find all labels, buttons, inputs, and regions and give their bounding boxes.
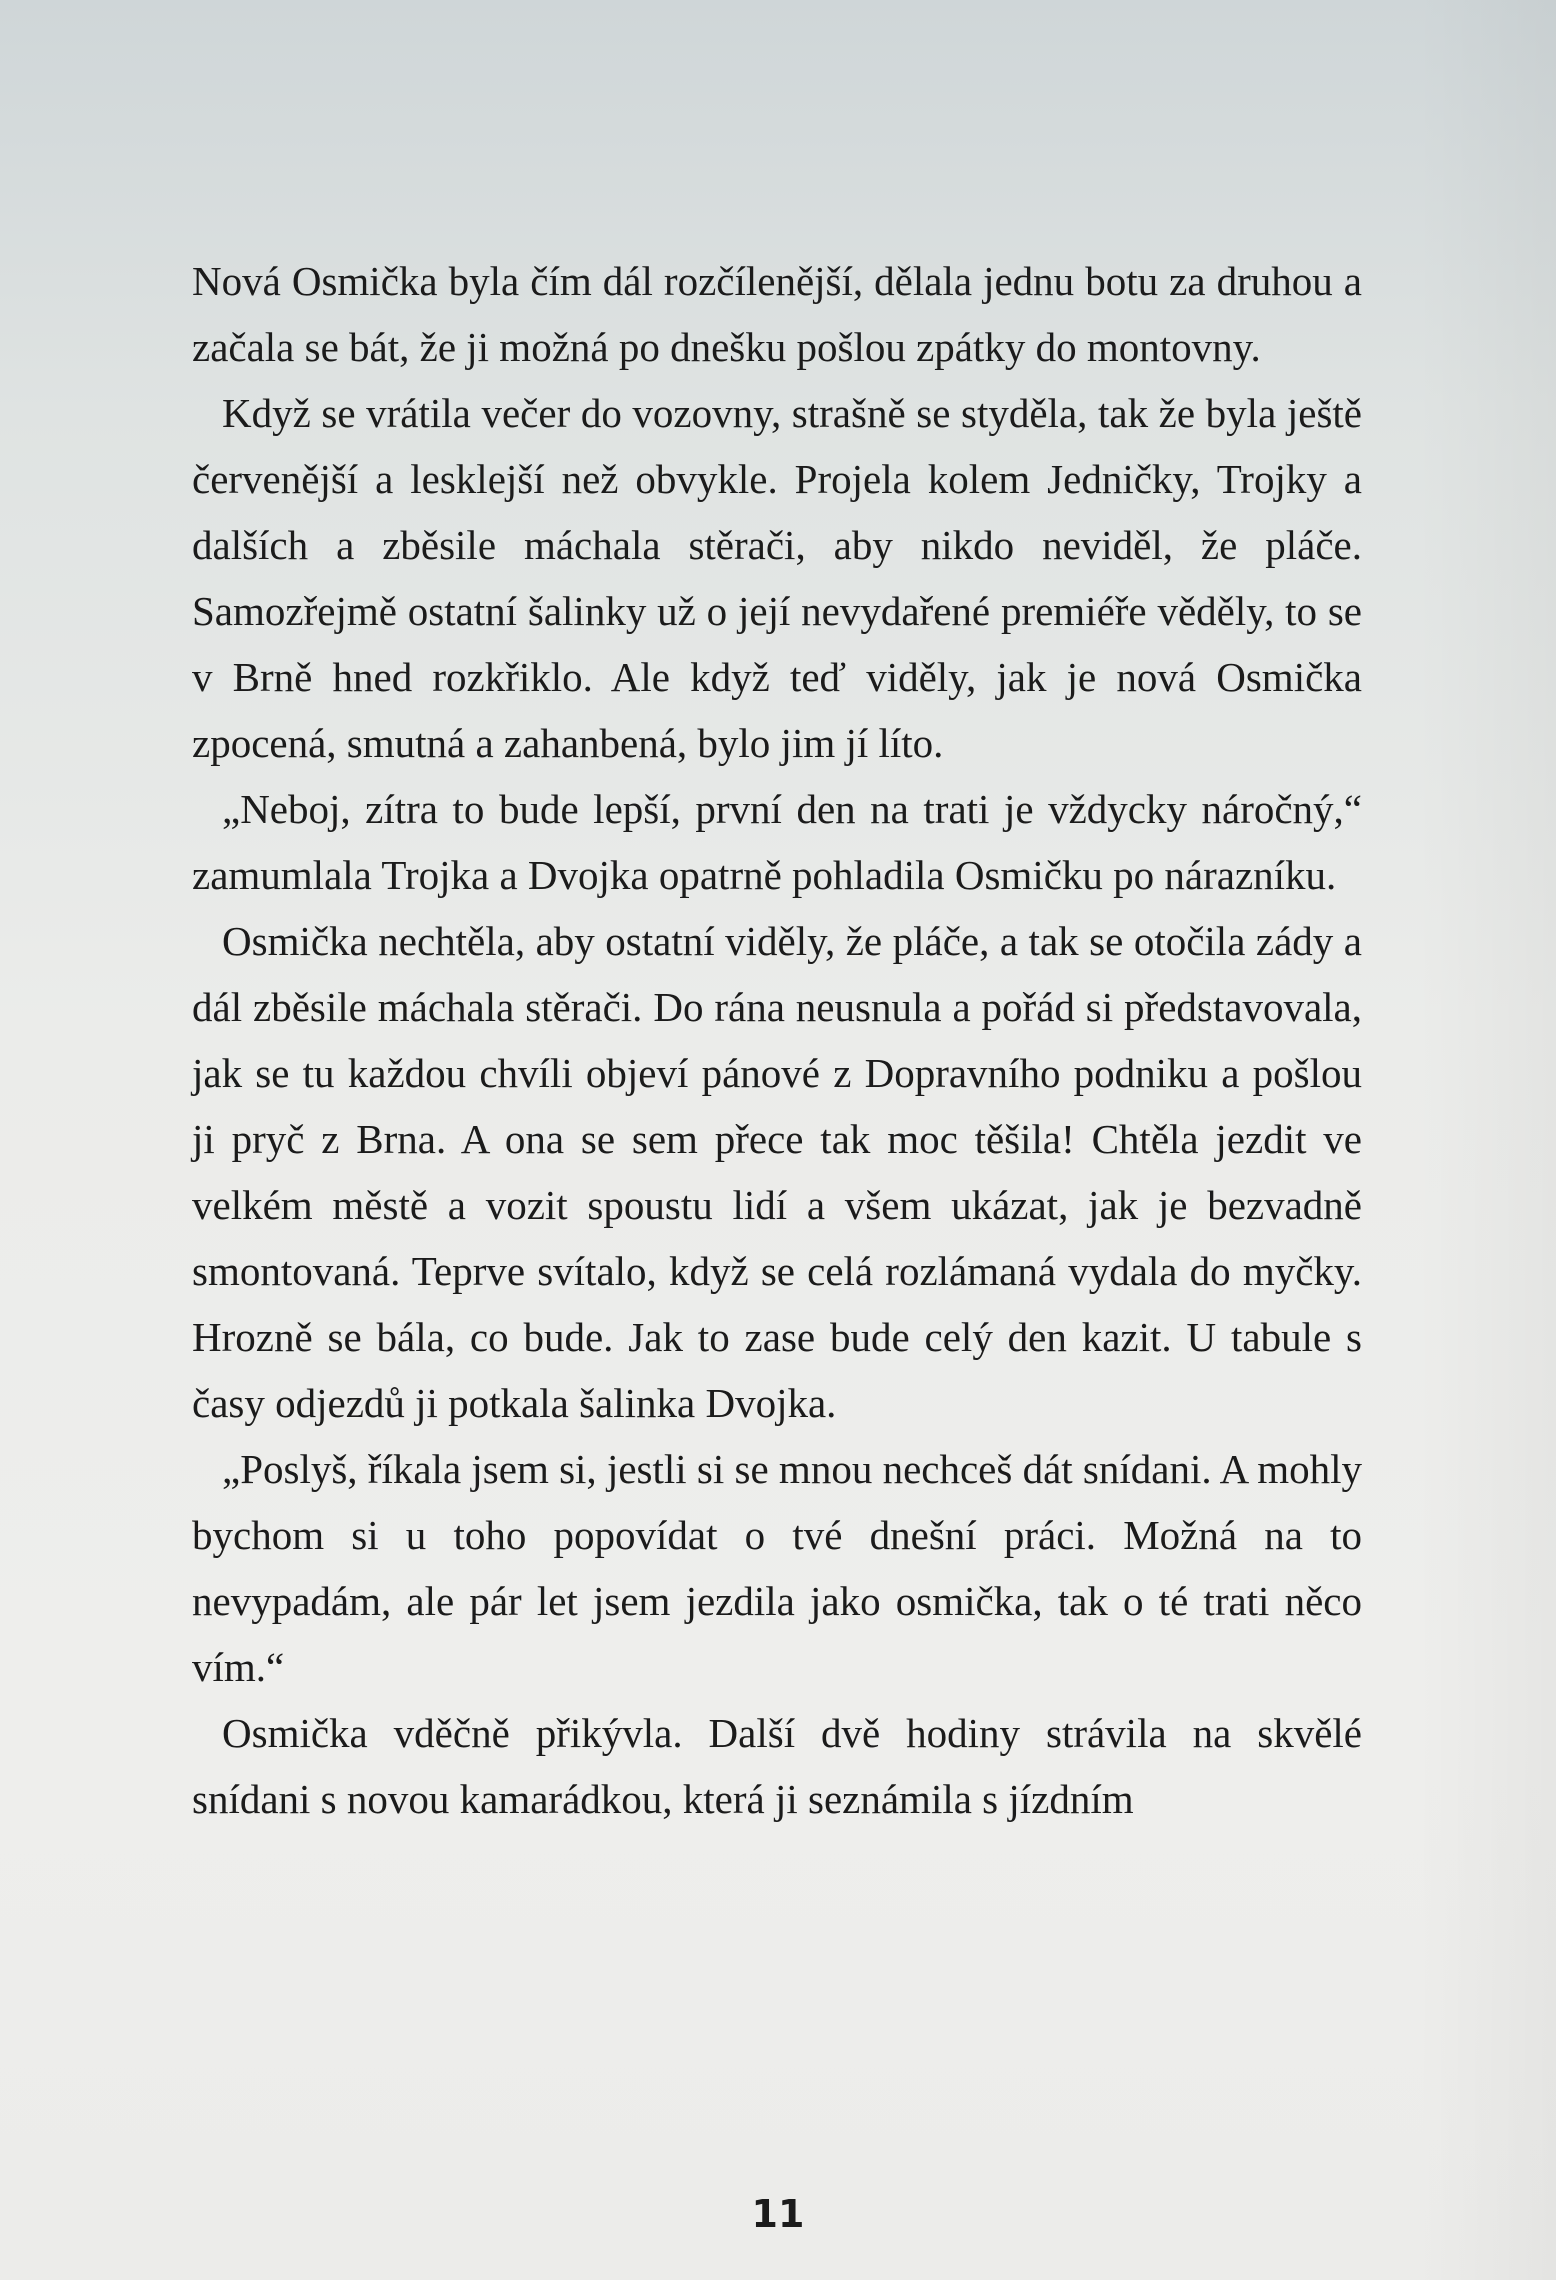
paragraph-3: „Neboj, zítra to bude lepší, první den na trati je vždycky náročný,“ zamumlala Trojka a Dvojka opatrně pohladila Osmičku po nárazníku.: [192, 786, 1362, 898]
paragraph-5: „Poslyš, říkala jsem si, jestli si se mnou nechceš dát snídani. A mohly bychom si u toho popovídat o tvé dnešní práci. Možná na to nevypadám, ale pár let jsem jezdila jako osmička, tak o té trati něco vím.“: [192, 1446, 1362, 1690]
page-shadow: [1416, 0, 1556, 2280]
paragraph-1: Nová Osmička byla čím dál rozčílenější, dělala jednu botu za druhou a začala se bát, že ji možná po dnešku pošlou zpátky do montovny.: [192, 258, 1362, 370]
paragraph-2: Když se vrátila večer do vozovny, strašně se styděla, tak že byla ještě červenější a lesklejší než obvykle. Projela kolem Jedničky, Trojky a dalších a zběsile máchala stěrači, aby nikdo neviděl, že pláče. Samozřejmě ostatní šalinky už o její nevydařené premiéře věděly, to se v Brně hned rozkřiklo. Ale když teď viděly, jak je nová Osmička zpocená, smutná a zahanbená, bylo jim jí líto.: [192, 390, 1362, 766]
paragraph-4: Osmička nechtěla, aby ostatní viděly, že pláče, a tak se otočila zády a dál zběsile máchala stěrači. Do rána neusnula a pořád si představovala, jak se tu každou chvíli objeví pánové z Dopravního podniku a pošlou ji pryč z Brna. A ona se sem přece tak moc těšila! Chtěla jezdit ve velkém městě a vozit spoustu lidí a všem ukázat, jak je bezvadně smontovaná. Teprve svítalo, když se celá rozlámaná vydala do myčky. Hrozně se bála, co bude. Jak to zase bude celý den kazit. U tabule s časy odjezdů ji potkala šalinka Dvojka.: [192, 918, 1362, 1426]
page-number: 11: [751, 2192, 805, 2236]
body-text: [192, 248, 1362, 1832]
paragraph-6: Osmička vděčně přikývla. Další dvě hodiny strávila na skvělé snídani s novou kamarádkou, která ji seznámila s jízdním: [192, 1710, 1362, 1822]
